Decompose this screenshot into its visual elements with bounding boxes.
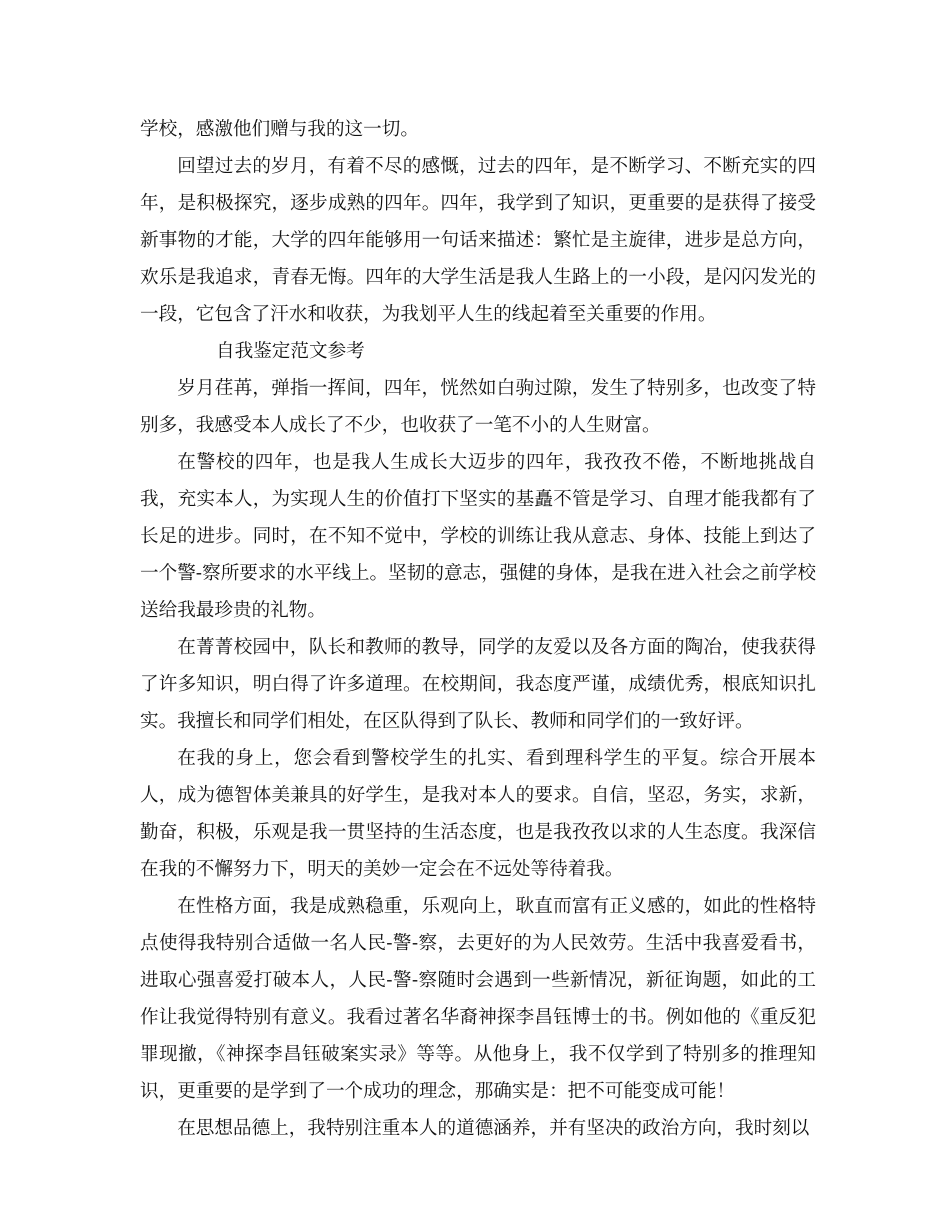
paragraph-police-school: 在警校的四年，也是我人生成长大迈步的四年，我孜孜不倦，不断地挑战自我，充实本人，为实现人生的价值打下坚实的基矗不管是学习、自理才能我都有了长足的进步。同时，在不知不觉中，学校的训练让我从意志、身体、技能上到达了一个警-察所要求的水平线上。坚韧的意志，强健的身体，是我在进入社会之前学校送给我最珍贵的礼物。 [140, 452, 816, 621]
paragraph-looking-back: 回望过去的岁月，有着不尽的感慨，过去的四年，是不断学习、不断充实的四年，是积极探究，逐步成熟的四年。四年，我学到了知识，更重要的是获得了接受新事物的才能，大学的四年能够用一句话来描述：繁忙是主旋律，进步是总方向，欢乐是我追求，青春无悔。四年的大学生活是我人生路上的一小段，是闪闪发光的一段，它包含了汗水和收获，为我划平人生的线起着至关重要的作用。 [140, 156, 816, 325]
paragraph-continuation: 学校，感激他们赠与我的这一切。 [140, 119, 419, 140]
paragraph-character-self: 在我的身上，您会看到警校学生的扎实、看到理科学生的平复。综合开展本人，成为德智体美兼具的好学生，是我对本人的要求。自信，坚忍，务实，求新，勤奋，积极，乐观是我一贯坚持的生活态度，也是我孜孜以求的人生态度。我深信在我的不懈努力下，明天的美妙一定会在不远处等待着我。 [140, 748, 816, 880]
section-heading: 自我鉴定范文参考 [216, 341, 365, 362]
paragraph-personality: 在性格方面，我是成熟稳重，乐观向上，耿直而富有正义感的，如此的性格特点使得我特别合适做一名人民-警-察，去更好的为人民效劳。生活中我喜爱看书，进取心强喜爱打破本人，人民-警-察随时会遇到一些新情况，新征询题，如此的工作让我觉得特别有意义。我看过著名华裔神探李昌钰博士的书。例如他的《重反犯罪现撤，《神探李昌钰破案实录》等等。从他身上，我不仅学到了特别多的推理知识，更重要的是学到了一个成功的理念，那确实是：把不可能变成可能！ [140, 896, 816, 1102]
paragraph-campus: 在菁菁校园中，队长和教师的教导，同学的友爱以及各方面的陶冶，使我获得了许多知识，明白得了许多道理。在校期间，我态度严谨，成绩优秀，根底知识扎实。我擅长和同学们相处，在区队得到了队长、教师和同学们的一致好评。 [140, 637, 816, 732]
paragraph-morality: 在思想品德上，我特别注重本人的道德涵养，并有坚决的政治方向，我时刻以 [177, 1118, 810, 1139]
document-body [140, 111, 816, 1147]
paragraph-time-flies: 岁月荏苒，弹指一挥间，四年，恍然如白驹过隙，发生了特别多，也改变了特别多，我感受本人成长了不少，也收获了一笔不小的人生财富。 [140, 378, 816, 436]
